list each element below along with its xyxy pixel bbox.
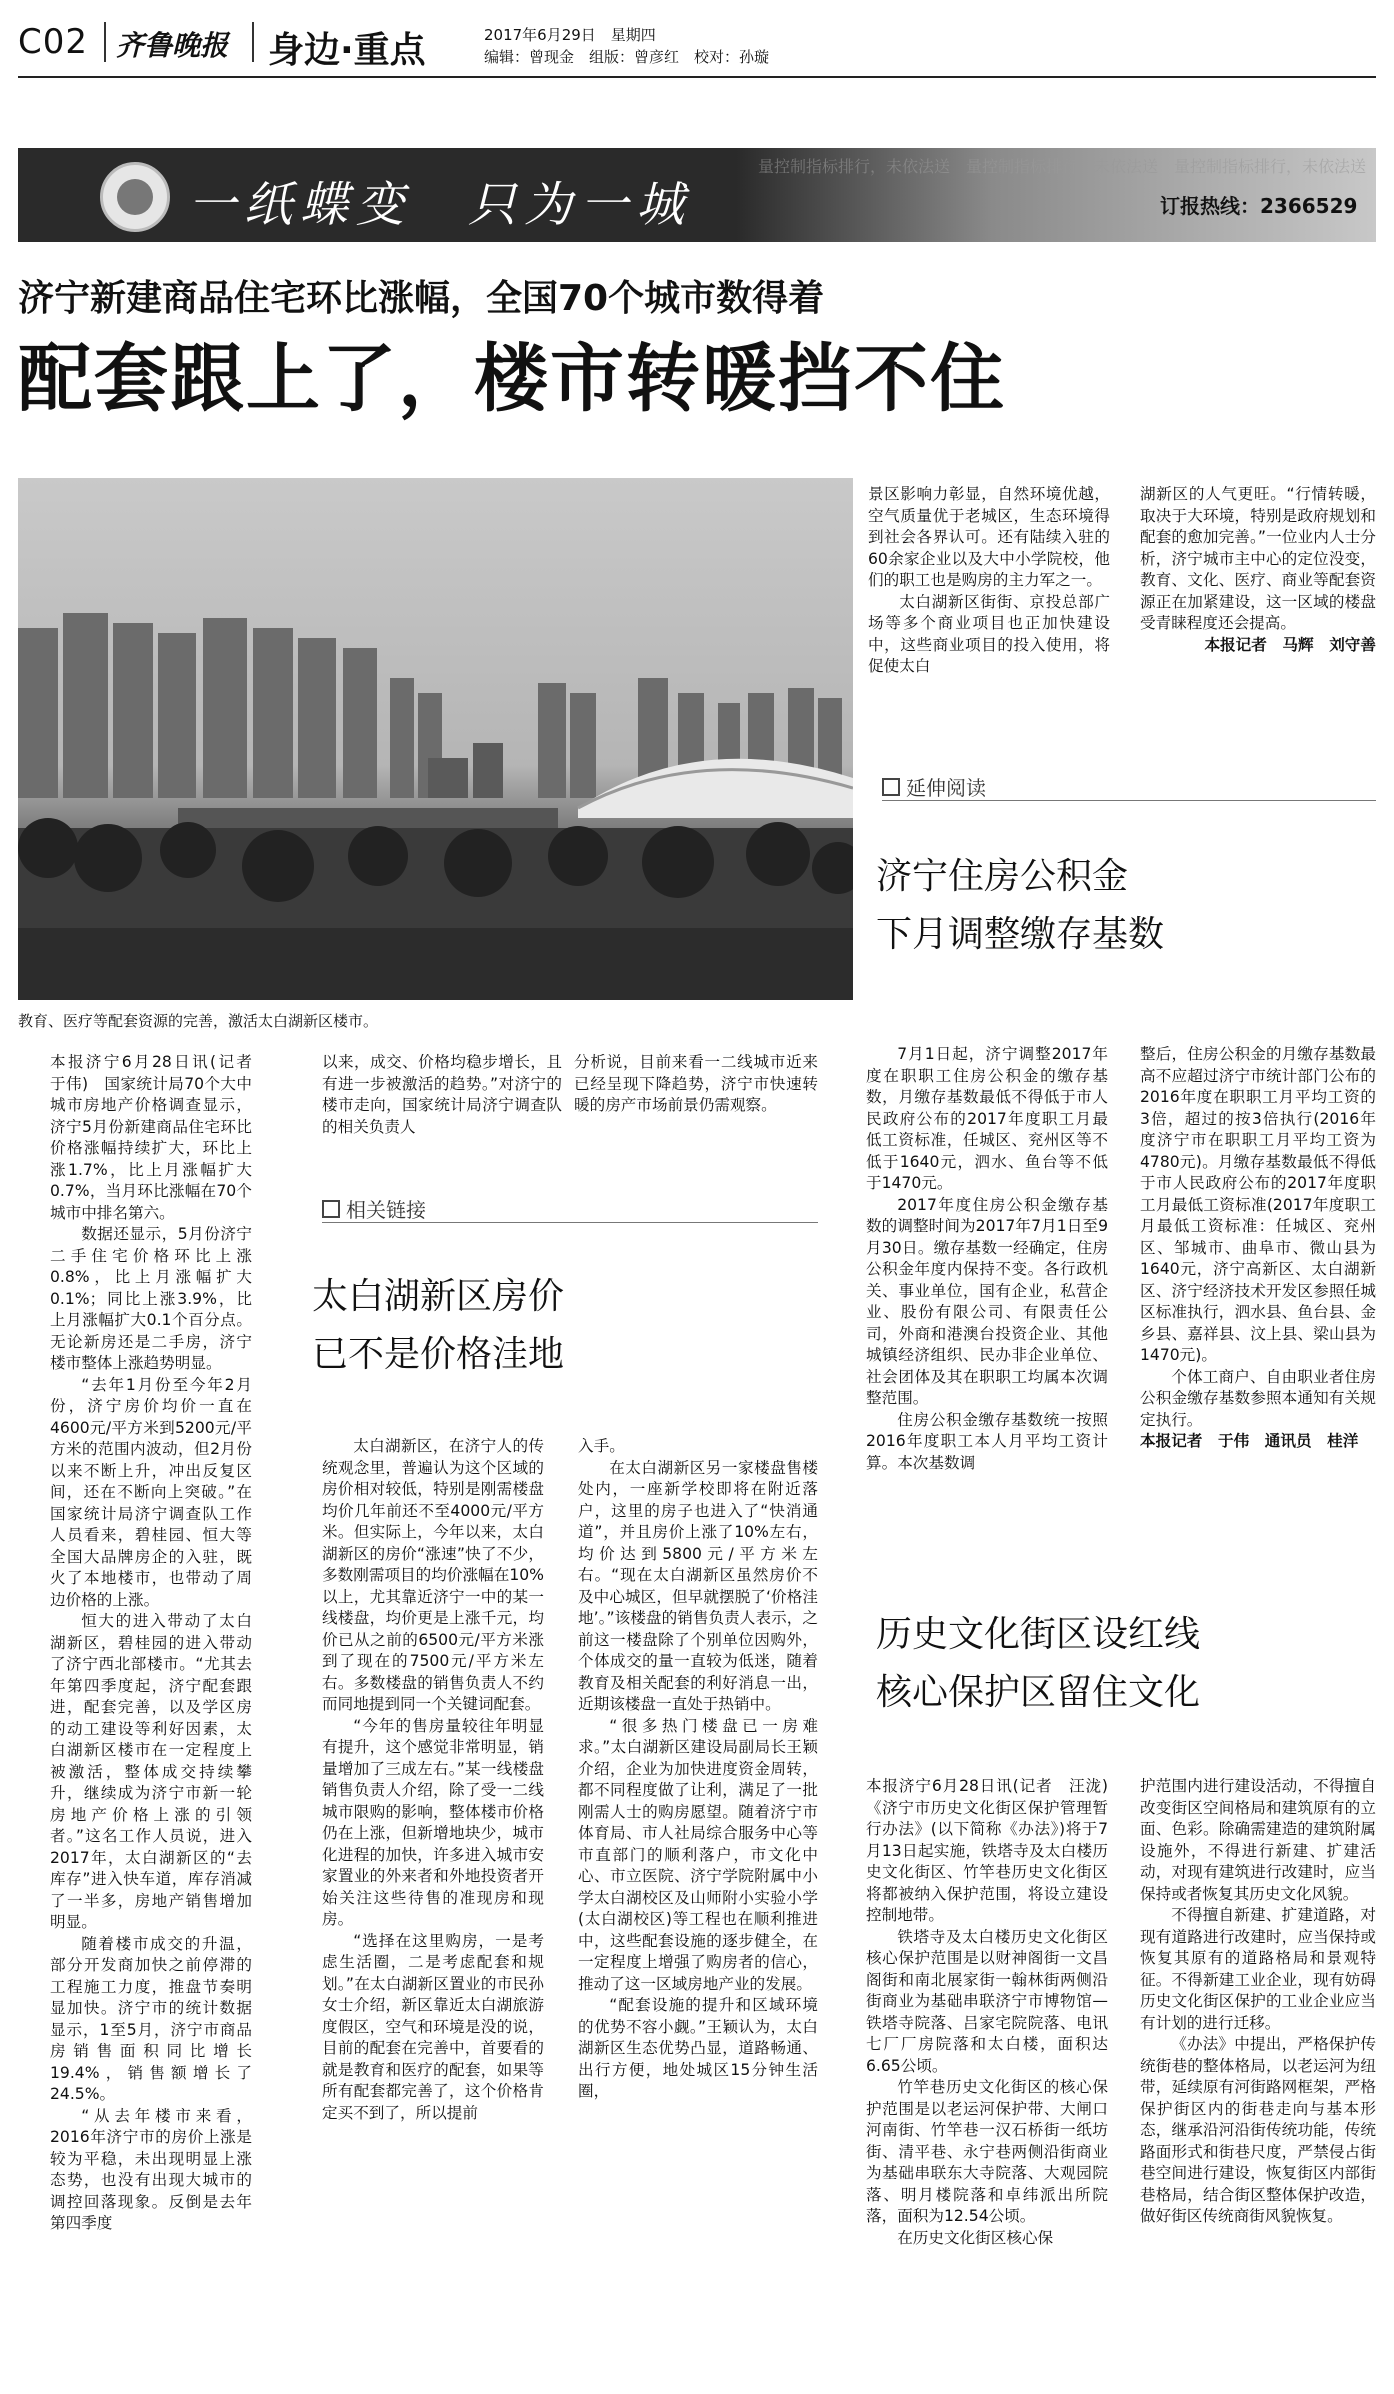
emblem-icon [100, 162, 170, 232]
city-skyline-illustration [18, 478, 853, 1000]
paragraph: 7月1日起，济宁调整2017年度在职职工住房公积金的缴存基数，月缴存基数最低不得低于市人民政府公布的2017年度职工月最低工资标准，任城区、兖州区等不低于1640元，泗水、鱼台等不低于1470元。 [866, 1045, 1108, 1192]
paragraph: 在太白湖新区另一家楼盘售楼处内，一座新学校即将在附近落户，这里的房子也进入了“快消通道”，并且房价上涨了10%左右，均价达到5800元/平方米左右。“现在太白湖新区虽然房价不及中心城区，但早就摆脱了‘价格洼地’。”该楼盘的销售负责人表示，之前这一楼盘除了个别单位因购外，个体成交的量一直较为低迷，随着教育及相关配套的利好消息一出，近期该楼盘一直处于热销中。 [578, 1458, 818, 1713]
paragraph: 住房公积金缴存基数统一按照2016年度职工本人月平均工资计算。本次基数调 [866, 1410, 1108, 1472]
header-divider [252, 22, 254, 62]
story1-column-b [1140, 1044, 1376, 1453]
paragraph: 《办法》中提出，严格保护传统街巷的整体格局，以老运河为纽带，延续原有河街路网框架，严格保护街区内的街巷走向与基本形态，继承沿河沿街传统功能，传统路面形式和街巷尺度，严禁侵占街巷空间进行建设，恢复街区内部街巷格局，结合街区整体保护改造，做好街区传统商街风貌恢复。 [1140, 2035, 1376, 2225]
paragraph: 恒大的进入带动了太白湖新区，碧桂园的进入带动了济宁西北部楼市。“尤其去年第四季度起，济宁配套跟进，配套完善，以及学区房的动工建设等利好因素，太白湖新区楼市在一定程度上被激活，整体成交持续攀升，继续成为济宁市新一轮房地产价格上涨的引领者。”这名工作人员说，进入2017年，太白湖新区的“去库存”进入快车道，库存消减了一半多，房地产销售增加明显。 [50, 1612, 252, 1931]
extended-reading-text: 延伸阅读 [906, 776, 986, 800]
story2-column-a [866, 1776, 1124, 2249]
paragraph: 本报济宁6月28日讯(记者 汪泷) 《济宁市历史文化街区保护管理暂行办法》(以下简称《办法》)将于7月13日起实施，铁塔寺及太白楼历史文化街区、竹竿巷历史文化街区将都被纳入保护范围，将设立建设控制地带。 [866, 1777, 1124, 1924]
section-marker-icon [882, 778, 900, 796]
story2-title-line: 核心保护区留住文化 [876, 1672, 1201, 1713]
story1-title-line: 下月调整缴存基数 [876, 914, 1165, 955]
related-title-line: 已不是价格洼地 [312, 1334, 565, 1375]
paragraph: 太白湖新区街街、京投总部广场等多个商业项目也正加快建设中，这些商业项目的投入使用，将促使太白 [868, 592, 1110, 675]
paragraph: “配套设施的提升和区域环境的优势不容小觑。”王颖认为，太白湖新区生态优势凸显，道路畅通、出行方便，地处城区15分钟生活圈， [578, 1996, 818, 2100]
story1-column-a [866, 1044, 1108, 1474]
article-column-right-2 [1140, 484, 1376, 656]
paragraph: “从去年楼市来看，2016年济宁市的房价上涨是较为平稳，未出现明显上涨态势，也没有出现大城市的调控回落现象。反倒是去年第四季度 [50, 2106, 252, 2232]
section-title: 身边·重点 [268, 30, 426, 71]
paragraph: “去年1月份至今年2月份，济宁房价均价一直在4600元/平方米到5200元/平方米的范围内波动，但2月份以来不断上升，冲出反复区间，还在不断向上突破。”在国家统计局济宁调查队工作人员看来，碧桂园、恒大等全国大品牌房企的入驻，既火了本地楼市，也带动了周边价格的上涨。 [50, 1375, 252, 1609]
story2-title-line: 历史文化街区设红线 [876, 1614, 1201, 1655]
paragraph: 本报济宁6月28日讯(记者 于伟) 国家统计局70个大中城市房地产价格调查显示，济宁5月份新建商品住宅环比价格涨幅持续扩大，环比上涨1.7%，比上月涨幅扩大0.7%，当月环比涨幅在70个城市中排名第六。 [50, 1053, 268, 1222]
paragraph: 湖新区的人气更旺。“行情转暖，取决于大环境，特别是政府规划和配套的愈加完善。”一位业内人士分析，济宁城市主中心的定位没变，教育、文化、医疗、商业等配套资源正在加紧建设，这一区域的楼盘受青睐程度还会提高。 [1140, 485, 1376, 632]
paragraph: “选择在这里购房，一是考虑生活圈，二是考虑配套和规划。”在太白湖新区置业的市民孙女士介绍，新区靠近太白湖旅游度假区，空气和环境是没的说，目前的配套在完善中，首要看的就是教育和医疗的配套，如果等所有配套都完善了，这个价格肯定买不到了，所以提前 [322, 1931, 544, 2122]
article-subtitle: 济宁新建商品住宅环比涨幅，全国70个城市数得着 [18, 278, 825, 319]
paragraph: 太白湖新区，在济宁人的传统观念里，普遍认为这个区域的房价相对较低，特别是刚需楼盘均价几年前还不至4000元/平方米。但实际上，今年以来，太白湖新区的房价“涨速”快了不少，多数刚需项目的均价涨幅在10%以上，尤其靠近济宁一中的某一线楼盘，均价更是上涨千元，均价已从之前的6500元/平方米涨到了现在的7500元/平方米左右。多数楼盘的销售负责人不约而同地提到同一个关键词配套。 [322, 1437, 544, 1713]
paragraph: 入手。 [578, 1437, 625, 1455]
story1-title [876, 848, 1164, 964]
paragraph: 竹竿巷历史文化街区的核心保护范围是以老运河保护带、大闸口河南街、竹竿巷一汉石桥街一纸坊街、清平巷、永宁巷两侧沿街商业为基础串联东大寺院落、大观园院落、明月楼院落和卓纬派出所院落，面积为12.54公顷。 [866, 2078, 1108, 2225]
byline: 本报记者 于伟 通讯员 桂洋 [1140, 1432, 1359, 1450]
related-column-b [578, 1436, 818, 2103]
article-column-3 [574, 1052, 818, 1117]
paragraph: 铁塔寺及太白楼历史文化街区核心保护范围是以财神阁街一文昌阁街和南北展家街一翰林街两侧沿街商业为基础串联济宁市博物馆—铁塔寺院落、吕家宅院院落、电讯七厂厂房院落和太白楼，面积达6.65公顷。 [866, 1927, 1108, 2075]
paragraph: 景区影响力彰显，自然环境优越，空气质量优于老城区，生态环境得到社会各界认可。还有陆续入驻的60余家企业以及大中小学院校，他们的职工也是购房的主力军之一。 [868, 485, 1110, 589]
paragraph: 数据还显示，5月份济宁二手住宅价格环比上涨0.8%，比上月涨幅扩大0.1%；同比上涨3.9%，比上月涨幅扩大0.1个百分点。无论新房还是二手房，济宁楼市整体上涨趋势明显。 [50, 1225, 252, 1372]
section-rule [882, 800, 1376, 801]
related-title-line: 太白湖新区房价 [312, 1276, 565, 1317]
story2-column-b [1140, 1776, 1376, 2228]
paragraph: “今年的售房量较往年明显有提升，这个感觉非常明显，销量增加了三成左右。”某一线楼盘销售负责人介绍，除了受一二线城市限购的影响，整体楼市价格仍在上涨，但新增地块少，城市化进程的加快，许多进入城市安家置业的外来者和外地投资者开始关注这些待售的准现房和现房。 [322, 1716, 544, 1928]
photo-caption: 教育、医疗等配套资源的完善，激活太白湖新区楼市。 [18, 1012, 379, 1030]
date-line: 2017年6月29日 星期四 [484, 26, 656, 44]
newspaper-logo: 齐鲁晚报 [116, 29, 229, 62]
paragraph: 随着楼市成交的升温，部分开发商加快之前停滞的工程施工力度，推盘节奏明显加快。济宁市的统计数据显示，1至5月，济宁市商品房销售面积同比增长19.4%，销售额增长了24.5%。 [50, 1934, 252, 2103]
paragraph: 以来，成交、价格均稳步增长，且有进一步被激活的趋势。”对济宁的楼市走向，国家统计局济宁调查队的相关负责人 [322, 1053, 562, 1136]
header-rule [18, 76, 1376, 78]
paragraph: “很多热门楼盘已一房难求。”太白湖新区建设局副局长王颖介绍，企业为加快进度资金周转，都不同程度做了让利，满足了一批刚需人士的购房愿望。随着济宁市体育局、市人社局综合服务中心等市直部门的顺利落户，市文化中心、市立医院、济宁学院附属中小学太白湖校区及山师附小实验小学(太白湖校区)等工程也在顺利推进中，这些配套设施的逐步健全，在一定程度上增强了购房者的信心，推动了这一区域房地产业的发展。 [578, 1716, 818, 1993]
paragraph: 分析说，目前来看一二线城市近来已经呈现下降趋势，济宁市快速转暖的房产市场前景仍需观察。 [574, 1053, 818, 1114]
paragraph: 在历史文化街区核心保 [897, 2228, 1054, 2247]
paragraph: 整后，住房公积金的月缴存基数最高不应超过济宁市统计部门公布的2016年度在职职工月平均工资的3倍，超过的按3倍执行(2016年度济宁市在职职工月平均工资为4780元)。月缴存基数最低不得低于市人民政府公布的2017年度职工月最低工资标准(2017年度职工月最低工资标准：任城区、兖州区、邹城市、曲阜市、微山县为1640元，济宁高新区、太白湖新区、济宁经济技术开发区参照任城区标准执行，泗水县、鱼台县、金乡县、嘉祥县、汶上县、梁山县为1470元)。 [1140, 1045, 1376, 1364]
banner-watermark-text: 量控制指标排行，未依法送 量控制指标排行，未依法送 量控制指标排行，未依法送 [758, 157, 1367, 176]
paragraph: 个体工商户、自由职业者住房公积金缴存基数参照本通知有关规定执行。 [1140, 1367, 1376, 1429]
subscription-hotline: 订报热线：2366529 [1160, 194, 1358, 218]
paragraph: 护范围内进行建设活动，不得擅自改变街区空间格局和建筑原有的立面、色彩。除确需建造的建筑附属设施外，不得进行新建、扩建活动，对现有建筑进行改建时，应当保持或者恢复其历史文化风貌。 [1140, 1777, 1376, 1903]
article-column-2 [322, 1052, 562, 1138]
banner-slogan: 一纸蝶变 只为一城 [188, 177, 693, 233]
paragraph: 2017年度住房公积金缴存基数的调整时间为2017年7月1日至9月30日。缴存基数一经确定，住房公积金年度内保持不变。各行政机关、事业单位，国有企业，私营企业、股份有限公司、有限责任公司，外商和港澳台投资企业、其他城镇经济组织、民办非企业单位、社会团体及其在职职工均属本次调整范围。 [866, 1195, 1108, 1407]
related-links-label [322, 1194, 426, 1223]
story2-title [876, 1606, 1200, 1722]
extended-reading-label [882, 772, 986, 801]
related-title [312, 1268, 564, 1384]
paragraph: 不得擅自新建、扩建道路，对现有道路进行改建时，应当保持或恢复其原有的道路格局和景观特征。不得新建工业企业，现有妨碍历史文化街区保护的工业企业应当有计划的进行迁移。 [1140, 1906, 1376, 2032]
article-column-right-1 [868, 484, 1110, 678]
story1-title-line: 济宁住房公积金 [876, 856, 1129, 897]
article-headline: 配套跟上了，楼市转暖挡不住 [18, 336, 1006, 422]
section-marker-icon [322, 1200, 340, 1218]
page-number: C02 [18, 22, 89, 62]
related-column-a [322, 1436, 544, 2124]
related-links-text: 相关链接 [346, 1198, 426, 1222]
staff-line: 编辑：曾现金 组版：曾彦红 校对：孙璇 [484, 48, 770, 66]
news-photo [18, 478, 853, 1000]
header-divider [104, 22, 106, 62]
section-rule [322, 1222, 818, 1223]
article-column-1 [50, 1052, 268, 2235]
byline: 本报记者 马辉 刘守善 [1204, 635, 1376, 654]
